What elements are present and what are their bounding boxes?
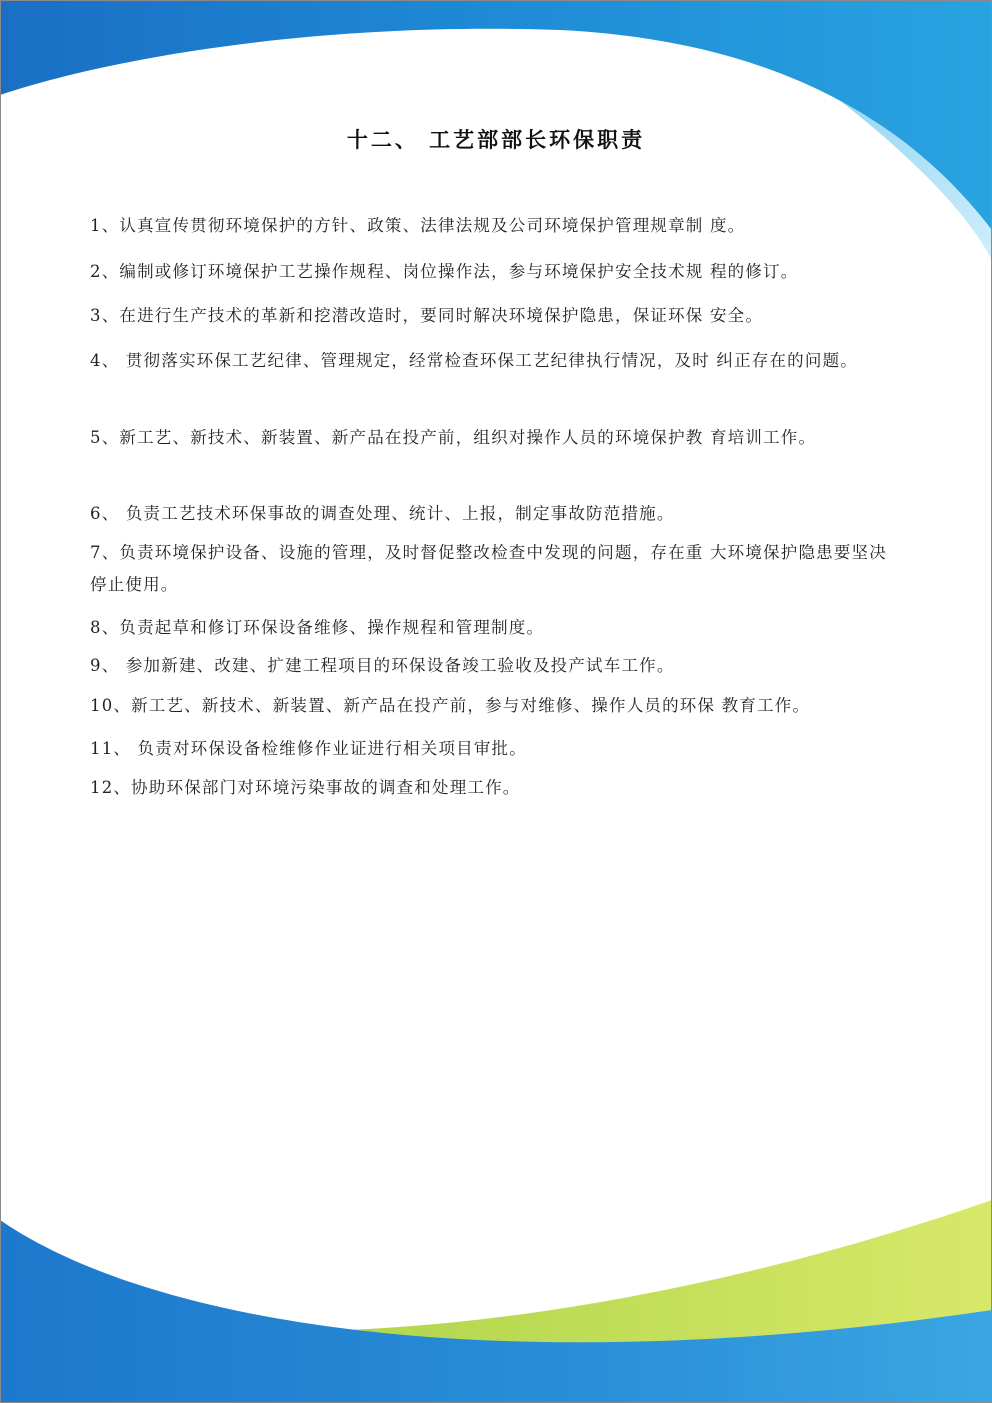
list-item: 5、新工艺、新技术、新装置、新产品在投产前，组织对操作人员的环境保护教 育培训工作。 (90, 428, 817, 447)
list-item: 8、负责起草和修订环保设备维修、操作规程和管理制度。 (90, 618, 545, 637)
list-item: 1、认真宣传贯彻环境保护的方针、政策、法律法规及公司环境保护管理规章制 度。 (90, 216, 746, 235)
list-item: 2、编制或修订环境保护工艺操作规程、岗位操作法，参与环境保护安全技术规 程的修订。 (90, 262, 799, 281)
page-title: 十二、 工艺部部长环保职责 (346, 127, 646, 152)
list-item: 6、 负责工艺技术环保事故的调查处理、统计、上报，制定事故防范措施。 (90, 504, 675, 523)
list-item: 4、 贯彻落实环保工艺纪律、管理规定，经常检查环保工艺纪律执行情况，及时 纠正存在的问题。 (90, 351, 858, 370)
list-item: 9、 参加新建、改建、扩建工程项目的环保设备竣工验收及投产试车工作。 (90, 656, 675, 675)
list-item: 11、 负责对环保设备检维修作业证进行相关项目审批。 (90, 739, 527, 758)
list-item: 10、新工艺、新技术、新装置、新产品在投产前，参与对维修、操作人员的环保 教育工作。 (90, 696, 811, 715)
list-item: 7、负责环境保护设备、设施的管理，及时督促整改检查中发现的问题，存在重 大环境保护隐患要坚决停止使用。 (90, 543, 887, 594)
list-item: 3、在进行生产技术的革新和挖潜改造时，要同时解决环境保护隐患，保证环保 安全。 (90, 306, 764, 325)
list-item: 12、协助环保部门对环境污染事故的调查和处理工作。 (90, 778, 521, 797)
